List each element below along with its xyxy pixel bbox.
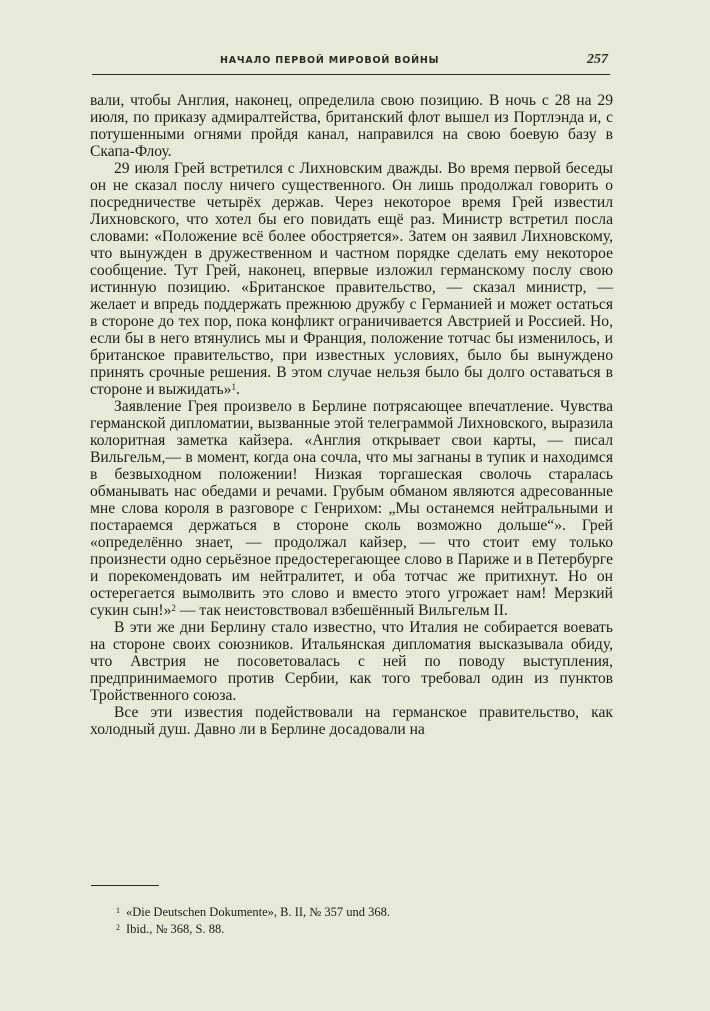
footnote-text: Ibid., № 368, S. 88.: [126, 922, 225, 936]
page-number: 257: [587, 52, 608, 67]
footnotes: [116, 903, 586, 937]
body-text: [90, 92, 613, 738]
footnote-ref-2: 2: [171, 603, 176, 613]
paragraph-4: В эти же дни Берлину стало известно, что Италия не собирается воевать на стороне своих союзников. Итальянская дипломатия высказывала обиду, что Австрия не посоветовалась с ней по поводу выступления, предпринимаемого против Сербии, как того требовал один из пунктов Тройственного союза.: [90, 619, 613, 704]
footnote-mark: 2: [116, 923, 120, 932]
page-header: [92, 52, 610, 75]
paragraph-1: вали, чтобы Англия, наконец, определила свою позицию. В ночь с 28 на 29 июля, по приказу адмиралтейства, британский флот вышел из Портлэнда и, с потушенными огнями пройдя канал, направился на свою боевую базу в Скапа-Флоу.: [90, 92, 613, 160]
paragraph-2: 29 июля Грей встретился с Лихновским дважды. Во время первой беседы он не сказал послу ничего существенного. Он лишь продолжал говорить о посредничестве четырёх держав. Через некоторое время Грей известил Лихновского, что хотел бы его повидать ещё раз. Министр встретил посла словами: «Положение всё более обостряется». Затем он заявил Лихновскому, что вынужден в дружественном и частном порядке сделать ему некоторое сообщение. Тут Грей, наконец, впервые изложил германскому послу свою истинную позицию. «Британское правительство, — сказал министр, — желает и впредь поддержать прежнюю дружбу с Германией и может остаться в стороне до тех пор, пока конфликт ограничивается Австрией и Россией. Но, если бы в него втянулись мы и Франция, положение тотчас бы изменилось, и британское правительство, при известных условиях, было бы вынуждено принять срочные решения. В этом случае нельзя было бы долго оставаться в стороне и выжидать»$^1$.: [90, 160, 613, 398]
paragraph-3-tail: — так неистовствовал взбешённый Вильгельм II.: [175, 602, 508, 619]
footnote-2: [116, 920, 586, 937]
paragraph-3-text: Заявление Грея произвело в Берлине потрясающее впечатление. Чувства германской дипломатии, вызванные этой телеграммой Лихновского, выразила колоритная заметка кайзера. «Англия открывает свои карты, — писал Вильгельм,— в момент, когда она сочла, что мы загнаны в тупик и находимся в безвыходном положении! Низкая торгашеская сволочь старалась обманывать нас обедами и речами. Грубым обманом являются адресованные мне слова короля в разговоре с Генрихом: „Мы останемся нейтральными и постараемся держаться в стороне сколь возможно дольше“». Грей «определённо знает, — продолжал кайзер, — что стоит ему только произнести одно серьёзное предостерегающее слово в Париже и в Петербурге и порекомендовать им нейтралитет, и оба тотчас же притихнут. Но он остерегается вымолвить это слово и вместо этого угрожает нам! Мерзкий сукин сын!»: [90, 398, 613, 619]
paragraph-5: Все эти известия подействовали на германское правительство, как холодный душ. Давно ли в Берлине досадовали на: [90, 704, 613, 738]
running-title: НАЧАЛО ПЕРВОЙ МИРОВОЙ ВОЙНЫ: [220, 55, 440, 66]
footnote-divider: [91, 885, 159, 886]
footnote-1: [116, 903, 586, 920]
footnote-ref-1: 1: [231, 382, 236, 392]
footnote-mark: 1: [116, 906, 120, 915]
paragraph-3: [90, 398, 613, 619]
paragraph-2-text: 29 июля Грей встретился с Лихновским дважды. Во время первой беседы он не сказал послу ничего существенного. Он лишь продолжал говорить о посредничестве четырёх держав. Через некоторое время Грей известил Лихновского, что хотел бы его повидать ещё раз. Министр встретил посла словами: «Положение всё более обостряется». Затем он заявил Лихновскому, что вынужден в дружественном и частном порядке сделать ему некоторое сообщение. Тут Грей, наконец, впервые изложил германскому послу свою истинную позицию. «Британское правительство, — сказал министр, — желает и впредь поддержать прежнюю дружбу с Германией и может остаться в стороне до тех пор, пока конфликт ограничивается Австрией и Россией. Но, если бы в него втянулись мы и Франция, положение тотчас бы изменилось, и британское правительство, при известных условиях, было бы вынуждено принять срочные решения. В этом случае нельзя было бы долго оставаться в стороне и выжидать»: [90, 160, 613, 398]
footnote-text: «Die Deutschen Dokumente», B. II, № 357 und 368.: [126, 905, 390, 919]
